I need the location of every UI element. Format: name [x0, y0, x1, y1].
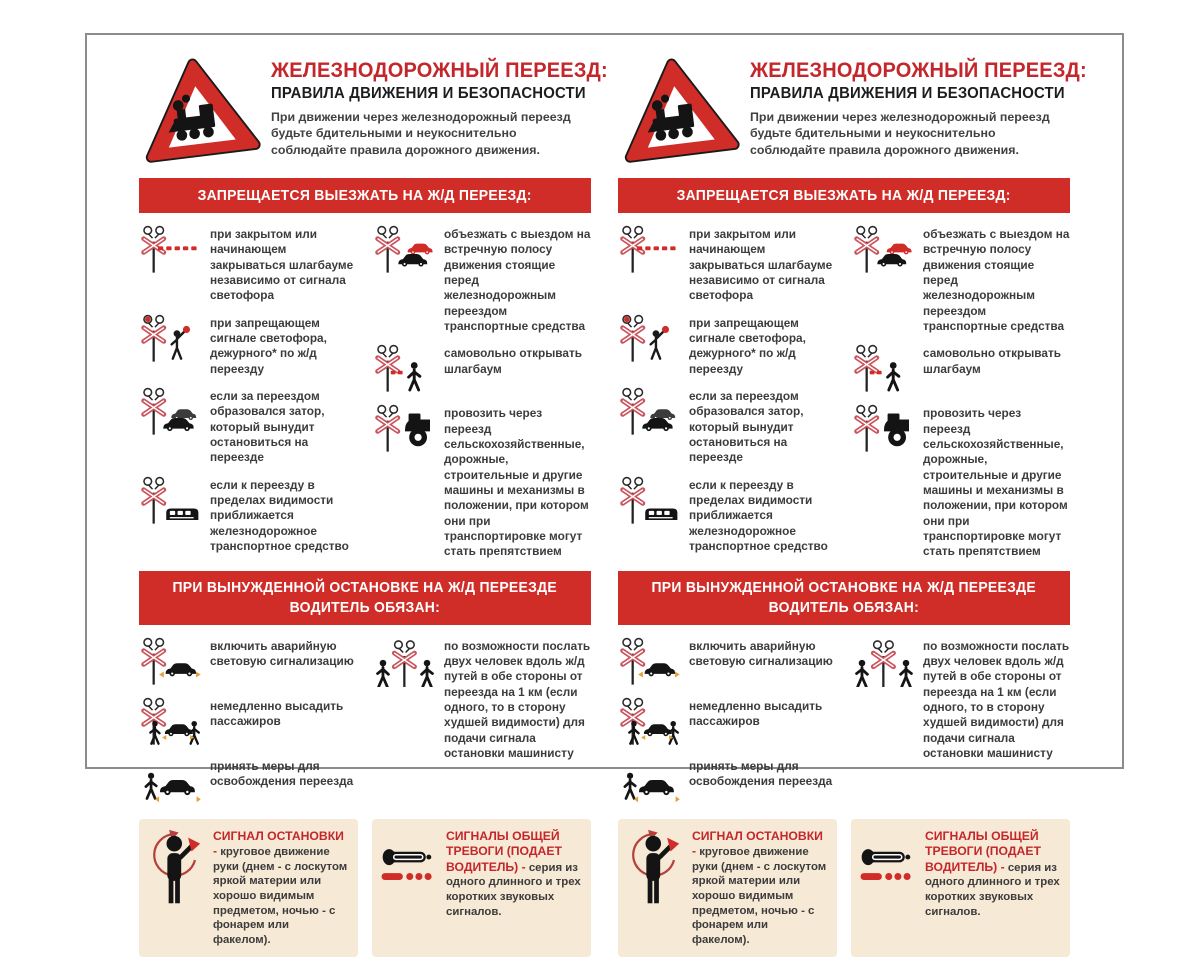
prohibited-left-column — [139, 225, 357, 560]
prohibited-banner-text: ЗАПРЕЩАЕТСЯ ВЫЕЗЖАТЬ НА Ж/Д ПЕРЕЕЗД: — [676, 187, 1012, 204]
list-item — [139, 225, 357, 304]
obligations-banner-line1: ПРИ ВЫНУЖДЕННОЙ ОСТАНОВКЕ НА Ж/Д ПЕРЕЕЗДЕ — [651, 578, 1037, 596]
panels-row — [87, 35, 1122, 957]
heavy-machinery-icon — [852, 404, 916, 454]
obligations-banner — [139, 571, 591, 625]
list-item — [618, 637, 836, 687]
card-title: СИГНАЛ ОСТАНОВКИ - — [213, 828, 344, 859]
item-text: немедленно высадить пассажиров — [689, 698, 823, 728]
poster-subtitle: ПРАВИЛА ДВИЖЕНИЯ И БЕЗОПАСНОСТИ — [271, 85, 586, 103]
list-item — [618, 314, 836, 377]
poster-title: ЖЕЛЕЗНОДОРОЖНЫЙ ПЕРЕЕЗД: — [271, 58, 608, 82]
list-item — [139, 637, 357, 687]
item-text: по возможности послать двух человек вдоль ж/д путей в обе стороны от переезда на 1 км (если одного, то в сторону худшей видимости) для подачи сигнала остановки машинисту — [923, 638, 1070, 760]
list-item — [618, 757, 836, 807]
obligations-banner-line1: ПРИ ВЫНУЖДЕННОЙ ОСТАНОВКЕ НА Ж/Д ПЕРЕЕЗДЕ — [172, 578, 558, 596]
poster-sheet — [85, 33, 1124, 946]
item-text: если за переездом образовался затор, который вынудит остановиться на переезде — [210, 388, 325, 465]
obligation-items — [139, 637, 591, 807]
item-text: самовольно открывать шлагбаум — [923, 346, 1061, 376]
prohibited-items — [139, 225, 591, 560]
card-title: СИГНАЛ ОСТАНОВКИ - — [692, 828, 823, 859]
item-text: объезжать с выездом на встречную полосу движения стоящие перед железнодорожным переездом транспортные средства — [444, 227, 591, 333]
card-body: круговое движение руки (днем - с лоскутом яркой материи или хорошо видимым предметом, ночью - с фонарем или факелом). — [213, 846, 348, 946]
item-text: немедленно высадить пассажиров — [210, 698, 344, 728]
obligations-left-column — [618, 637, 836, 807]
poster-title: ЖЕЛЕЗНОДОРОЖНЫЙ ПЕРЕЕЗД: — [750, 58, 1087, 82]
stop-signal-person-icon — [147, 829, 205, 948]
obligations-banner — [618, 571, 1070, 625]
overtaking-before-crossing-icon — [373, 225, 437, 275]
item-text: если к переезду в пределах видимости приближается железнодорожное транспортное средство — [689, 477, 828, 553]
poster-panel — [139, 53, 608, 957]
signal-cards — [618, 819, 1070, 957]
list-item — [139, 757, 357, 807]
list-item — [373, 404, 591, 559]
overtaking-before-crossing-icon — [852, 225, 916, 275]
card-body: серия из одного длинного и трех коротких звуковых сигналов. — [925, 861, 1060, 918]
list-item — [618, 476, 836, 555]
list-item — [618, 387, 836, 466]
list-item — [852, 637, 1070, 762]
list-item — [852, 225, 1070, 334]
hazard-lights-car-icon — [139, 637, 203, 687]
prohibited-banner — [618, 178, 1070, 213]
list-item — [852, 344, 1070, 394]
card-body: круговое движение руки (днем - с лоскутом яркой материи или хорошо видимым предметом, ночью - с фонарем или факелом). — [692, 846, 827, 946]
list-item — [139, 387, 357, 466]
obligations-left-column — [139, 637, 357, 807]
railway-crossing-warning-sign-icon — [139, 55, 257, 167]
item-text: провозить через переезд сельскохозяйственные, дорожные, строительные и другие машины и механизмы в положении, при котором они при транспортировке могут стать препятствием — [923, 406, 1068, 559]
crossing-closing-barrier-icon — [618, 225, 682, 275]
card-text — [925, 829, 1060, 948]
crossing-approaching-train-icon — [618, 476, 682, 526]
list-item — [618, 697, 836, 747]
item-text: объезжать с выездом на встречную полосу движения стоящие перед железнодорожным переездом транспортные средства — [923, 227, 1070, 333]
railway-crossing-warning-sign-icon — [618, 55, 736, 167]
signal-card — [372, 819, 591, 957]
list-item — [373, 637, 591, 762]
item-text: провозить через переезд сельскохозяйственные, дорожные, строительные и другие машины и механизмы в положении, при котором они при транспортировке могут стать препятствием — [444, 406, 589, 559]
signal-card — [139, 819, 358, 957]
item-text: при закрытом или начинающем закрываться шлагбауме независимо от сигнала светофора — [210, 227, 354, 303]
poster-intro: При движении через железнодорожный переезд будьте бдительными и неукоснительно соблюдайте правила дорожного движения. — [750, 109, 1050, 157]
list-item — [139, 476, 357, 555]
item-text: если к переезду в пределах видимости приближается железнодорожное транспортное средство — [210, 477, 349, 553]
send-two-people-along-tracks-icon — [373, 637, 437, 687]
horn-general-alarm-icon — [380, 829, 438, 948]
list-item — [618, 225, 836, 304]
card-body: серия из одного длинного и трех коротких звуковых сигналов. — [446, 861, 581, 918]
item-text: включить аварийную световую сигнализацию — [689, 638, 833, 668]
poster-intro: При движении через железнодорожный переезд будьте бдительными и неукоснительно соблюдайте правила дорожного движения. — [271, 109, 571, 157]
prohibited-banner — [139, 178, 591, 213]
obligations-banner-line2: ВОДИТЕЛЬ ОБЯЗАН: — [289, 598, 441, 616]
send-two-people-along-tracks-icon — [852, 637, 916, 687]
item-text: принять меры для освобождения переезда — [210, 758, 354, 788]
item-text: при закрытом или начинающем закрываться шлагбауме независимо от сигнала светофора — [689, 227, 833, 303]
list-item — [373, 344, 591, 394]
signal-card — [851, 819, 1070, 957]
obligations-banner-line2: ВОДИТЕЛЬ ОБЯЗАН: — [768, 598, 920, 616]
item-text: самовольно открывать шлагбаум — [444, 346, 582, 376]
crossing-traffic-jam-icon — [139, 387, 203, 437]
heavy-machinery-icon — [373, 404, 437, 454]
signal-cards — [139, 819, 591, 957]
card-text — [692, 829, 827, 948]
crossing-red-signal-attendant-icon — [618, 314, 682, 364]
prohibited-left-column — [618, 225, 836, 560]
card-text — [446, 829, 581, 948]
item-text: при запрещающем сигнале светофора, дежурного* по ж/д переезду — [210, 315, 327, 376]
card-title: СИГНАЛЫ ОБЩЕЙ ТРЕВОГИ (ПОДАЕТ ВОДИТЕЛЬ) - — [446, 828, 562, 874]
list-item — [139, 697, 357, 747]
poster-subtitle: ПРАВИЛА ДВИЖЕНИЯ И БЕЗОПАСНОСТИ — [750, 85, 1065, 103]
crossing-approaching-train-icon — [139, 476, 203, 526]
prohibited-items — [618, 225, 1070, 560]
item-text: при запрещающем сигнале светофора, дежурного* по ж/д переезду — [689, 315, 806, 376]
push-car-clear-crossing-icon — [618, 757, 682, 807]
card-text — [213, 829, 348, 948]
card-title: СИГНАЛЫ ОБЩЕЙ ТРЕВОГИ (ПОДАЕТ ВОДИТЕЛЬ) - — [925, 828, 1041, 874]
prohibited-banner-text: ЗАПРЕЩАЕТСЯ ВЫЕЗЖАТЬ НА Ж/Д ПЕРЕЕЗД: — [197, 187, 533, 204]
item-text: по возможности послать двух человек вдоль ж/д путей в обе стороны от переезда на 1 км (если одного, то в сторону худшей видимости) для подачи сигнала остановки машинисту — [444, 638, 591, 760]
crossing-traffic-jam-icon — [618, 387, 682, 437]
signal-card — [618, 819, 837, 957]
opening-barrier-icon — [852, 344, 916, 394]
panel-header — [618, 53, 1087, 167]
item-text: если за переездом образовался затор, который вынудит остановиться на переезде — [689, 388, 804, 465]
stop-signal-person-icon — [626, 829, 684, 948]
passengers-exit-car-icon — [139, 697, 203, 747]
horn-general-alarm-icon — [859, 829, 917, 948]
panel-header — [139, 53, 608, 167]
poster-panel — [618, 53, 1087, 957]
opening-barrier-icon — [373, 344, 437, 394]
passengers-exit-car-icon — [618, 697, 682, 747]
list-item — [852, 404, 1070, 559]
prohibited-right-column — [852, 225, 1070, 560]
crossing-red-signal-attendant-icon — [139, 314, 203, 364]
obligations-right-column — [852, 637, 1070, 807]
obligation-items — [618, 637, 1070, 807]
obligations-right-column — [373, 637, 591, 807]
push-car-clear-crossing-icon — [139, 757, 203, 807]
list-item — [139, 314, 357, 377]
hazard-lights-car-icon — [618, 637, 682, 687]
list-item — [373, 225, 591, 334]
item-text: принять меры для освобождения переезда — [689, 758, 833, 788]
prohibited-right-column — [373, 225, 591, 560]
crossing-closing-barrier-icon — [139, 225, 203, 275]
item-text: включить аварийную световую сигнализацию — [210, 638, 354, 668]
